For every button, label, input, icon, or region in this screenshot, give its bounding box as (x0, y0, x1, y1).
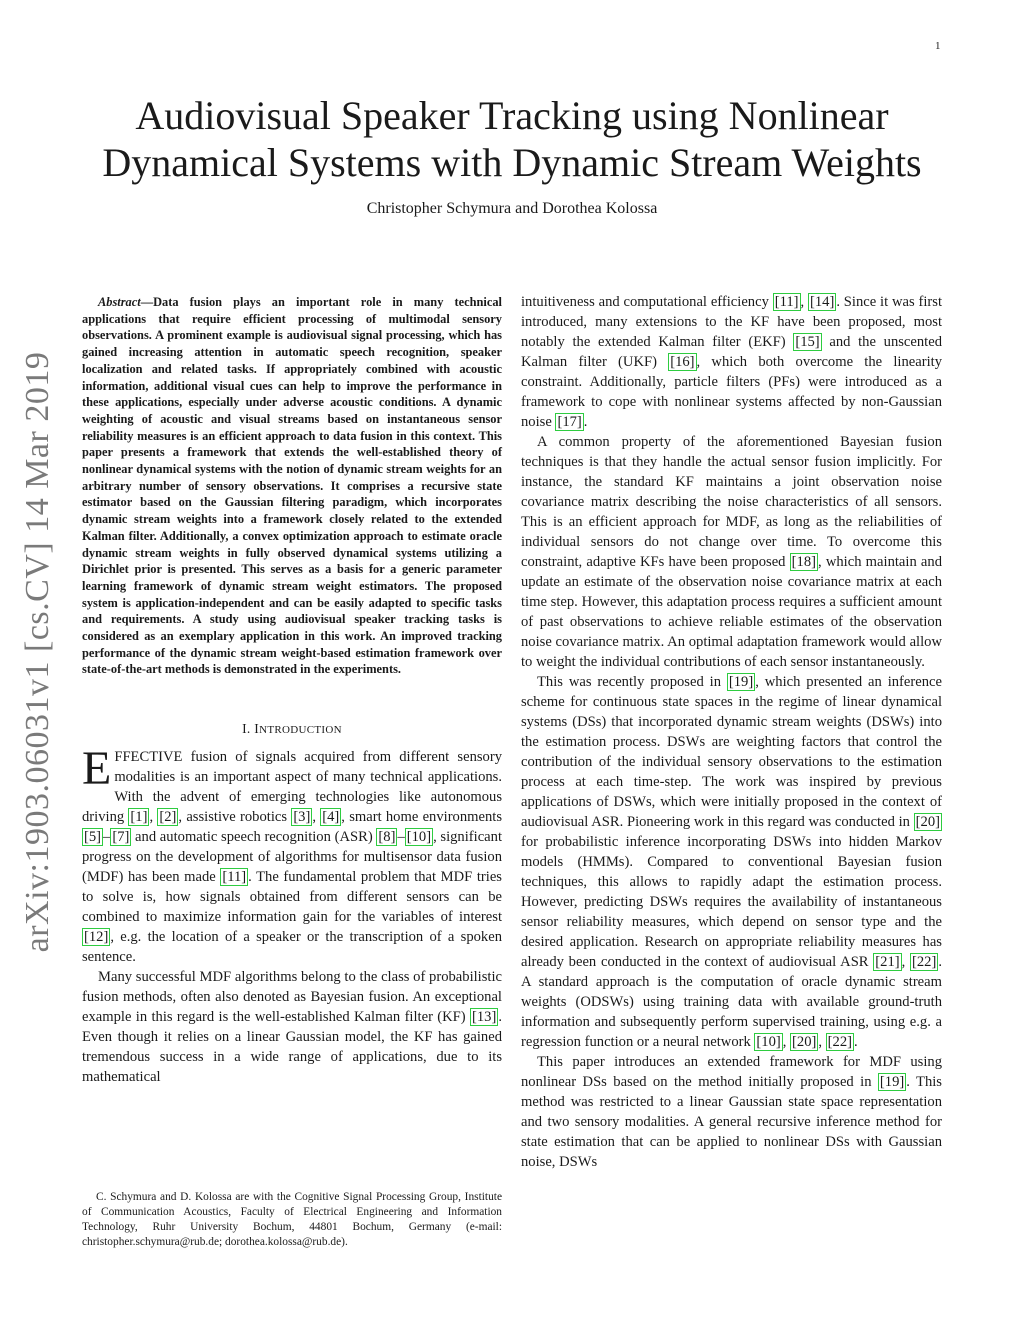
abstract (82, 294, 502, 678)
citation-link[interactable]: [2] (159, 809, 177, 826)
right-column (521, 292, 942, 1172)
abstract-text: —Data fusion plays an important role in many technical applications that require efficient processing of multimodal sensory observations. A prominent example is audiovisual signal processing, which has gained increasing attention in automatic speech recognition, speaker localization and related tasks. If appropriately combined with acoustic information, additional visual cues can help to improve the performance in these applications, especially under adverse acoustic conditions. A dynamic weighting of acoustic and visual streams based on instantaneous sensor reliability measures is an efficient approach to data fusion in this context. This paper presents a framework that extends the well-established theory of nonlinear dynamical systems with the notion of dynamic stream weights for an arbitrary number of sensory observations. It comprises a recursive state estimator based on the Gaussian filtering paradigm, which incorporates dynamic stream weights into a framework closely related to the extended Kalman filter. Additionally, a convex optimization approach to estimate oracle dynamic stream weights in fully observed dynamical systems utilizing a Dirichlet prior is presented. This serves as a basis for a generic parameter learning framework of dynamic stream weight estimators. The proposed system is application-independent and can be easily adapted to specific tasks and requirements. A study using audiovisual speaker tracking tasks is considered as an exemplary application in this work. An improved tracking performance of the dynamic stream weight-based estimation framework over state-of-the-art methods is demonstrated in the experiments. (82, 295, 502, 677)
citation-link[interactable]: [14] (809, 294, 835, 310)
paper-title: Audiovisual Speaker Tracking using Nonlinear Dynamical Systems with Dynamic Stream Weights (102, 93, 922, 185)
citation-link[interactable]: [17] (557, 414, 582, 430)
citation-link[interactable]: [20] (915, 814, 940, 830)
right-paragraph-4: This paper introduces an extended framework for MDF using nonlinear DSs based on the method initially proposed in [19] . This method was restricted to a linear Gaussian state space representation and two sensory modalities. A general recursive inference method for state estimation that can be applied to nonlinear DSs with Gaussian noise, DSWs (521, 1054, 942, 1170)
drop-cap: E (82, 742, 112, 796)
author-footnote: C. Schymura and D. Kolossa are with the Cognitive Signal Processing Group, Institute of Communication Acoustics, Faculty of Electrical Engineering and Information Technology, Ruhr University Bochum, 44801 Bochum, Germany (e-mail: christopher.schymura@rub.de; dorothea.kolossa@rub.de). (82, 1191, 502, 1248)
citation-link[interactable]: [19] (879, 1074, 905, 1090)
citation-link[interactable]: [8] (378, 829, 396, 846)
citation-link[interactable]: [10] (406, 829, 432, 846)
intro-paragraph-1: EFFECTIVE fusion of signals acquired from different sensory modalities is an important aspect of many technical applications. With the advent of emerging technologies like autonomous driving [1] , [2] , assistive robotics [3] , [4] , smart home environments [5] – [7] and automatic speech recognition (ASR) [8] – [10] , significant progress on the development of algorithms for multisensor data fusion (MDF) has been made [11] . The fundamental problem that MDF tries to solve is, how signals obtained from different sensors can be combined to maximize information gain for the variables of interest [12] , e.g. the location of a speaker or the transcription of a spoken sentence. (82, 742, 503, 966)
citation-link[interactable]: [1] (130, 809, 148, 826)
arxiv-stamp: arXiv:1903.06031v1 [cs.CV] 14 Mar 2019 (19, 351, 56, 953)
paper-authors: Christopher Schymura and Dorothea Kolossa (366, 200, 658, 217)
right-paragraph-2: A common property of the aforementioned Bayesian fusion techniques is that they handle the actual sensor fusion implicitly. For instance, the standard KF maintains a joint observation noise covariance matrix describing the noise characteristics of all sensors. This is an efficient approach for MDF, as long as the reliabilities of individual sensors do not change over time. To overcome this constraint, adaptive KFs have been proposed [18] , which maintain and update an estimate of the observation noise covariance matrix at each time step. However, this adaptation process requires a sufficient amount of past observations to achieve reliable estimates of the observation noise covariance matrix. An optimal adaptation framework would allow to weight the individual contributions of each sensor instantaneously. (521, 434, 942, 670)
citation-link[interactable]: [21] (875, 954, 900, 970)
citation-link[interactable]: [10] (756, 1034, 781, 1050)
citation-link[interactable]: [13] (472, 1009, 497, 1026)
right-paragraph-3: This was recently proposed in [19] , which presented an inference scheme for continuous state spaces in the regime of linear dynamical systems (DSs) that incorporated dynamic stream weights (DSWs) into the estimation process. DSWs are weighting factors that control the contribution of the individual sensory observations to the estimation process at each time-step. The work was inspired by previous applications of DSWs, which were initially proposed in the context of audiovisual ASR. Pioneering work in this regard was conducted in [20] for probabilistic inference incorporating DSWs into hidden Markov models (HMMs). Compared to conventional Bayesian fusion techniques, this allows to rapidly adapt the estimation process. However, predicting DSWs requires the availability of instantaneous sensor reliability measures, which depend on sensor type and the desired application. Research on appropriate reliability measures has already been conducted in the context of audiovisual ASR [21] , [22] . A standard approach is the computation of oracle dynamic stream weights (ODSWs) using training data with available ground-truth information and subsequently perform supervised training, using e.g. a regression function or a neural network [10] , [20] , [22] . (521, 674, 942, 1050)
citation-link[interactable]: [11] (222, 869, 247, 886)
citation-link[interactable]: [3] (293, 809, 311, 826)
section-heading-introduction: I. INTRODUCTION (242, 721, 342, 737)
right-paragraph-1: intuitiveness and computational efficiency [11] , [14] . Since it was first introduced, many extensions to the KF have been proposed, most notably the extended Kalman filter (EKF) [15] and the unscented Kalman filter (UKF) [16] , which both overcome the linearity constraint. Additionally, particle filters (PFs) were introduced as a framework to cope with nonlinear systems affected by non-Gaussian noise [17] . (521, 294, 943, 430)
citation-link[interactable]: [12] (84, 929, 109, 946)
citation-link[interactable]: [22] (827, 1034, 852, 1050)
citation-link[interactable]: [22] (912, 954, 937, 970)
page-number: 1 (935, 40, 941, 52)
citation-link[interactable]: [11] (774, 294, 799, 310)
abstract-label: Abstract (98, 295, 141, 309)
citation-link[interactable]: [19] (728, 674, 754, 690)
citation-link[interactable]: [5] (84, 829, 102, 846)
left-column (82, 294, 502, 1087)
citation-link[interactable]: [4] (322, 809, 340, 826)
citation-link[interactable]: [16] (670, 354, 695, 370)
citation-link[interactable]: [20] (792, 1034, 817, 1050)
citation-link[interactable]: [7] (112, 829, 130, 846)
citation-link[interactable]: [15] (795, 334, 820, 350)
intro-paragraph-2: Many successful MDF algorithms belong to the class of probabilistic fusion methods, often also denoted as Bayesian fusion. An exceptional example in this regard is the well-established Kalman filter (KF) [13] . Even though it relies on a linear Gaussian model, the KF has gained tremendous success in a wide range of applications, due to its mathematical (82, 969, 502, 1086)
citation-link[interactable]: [18] (791, 554, 816, 570)
